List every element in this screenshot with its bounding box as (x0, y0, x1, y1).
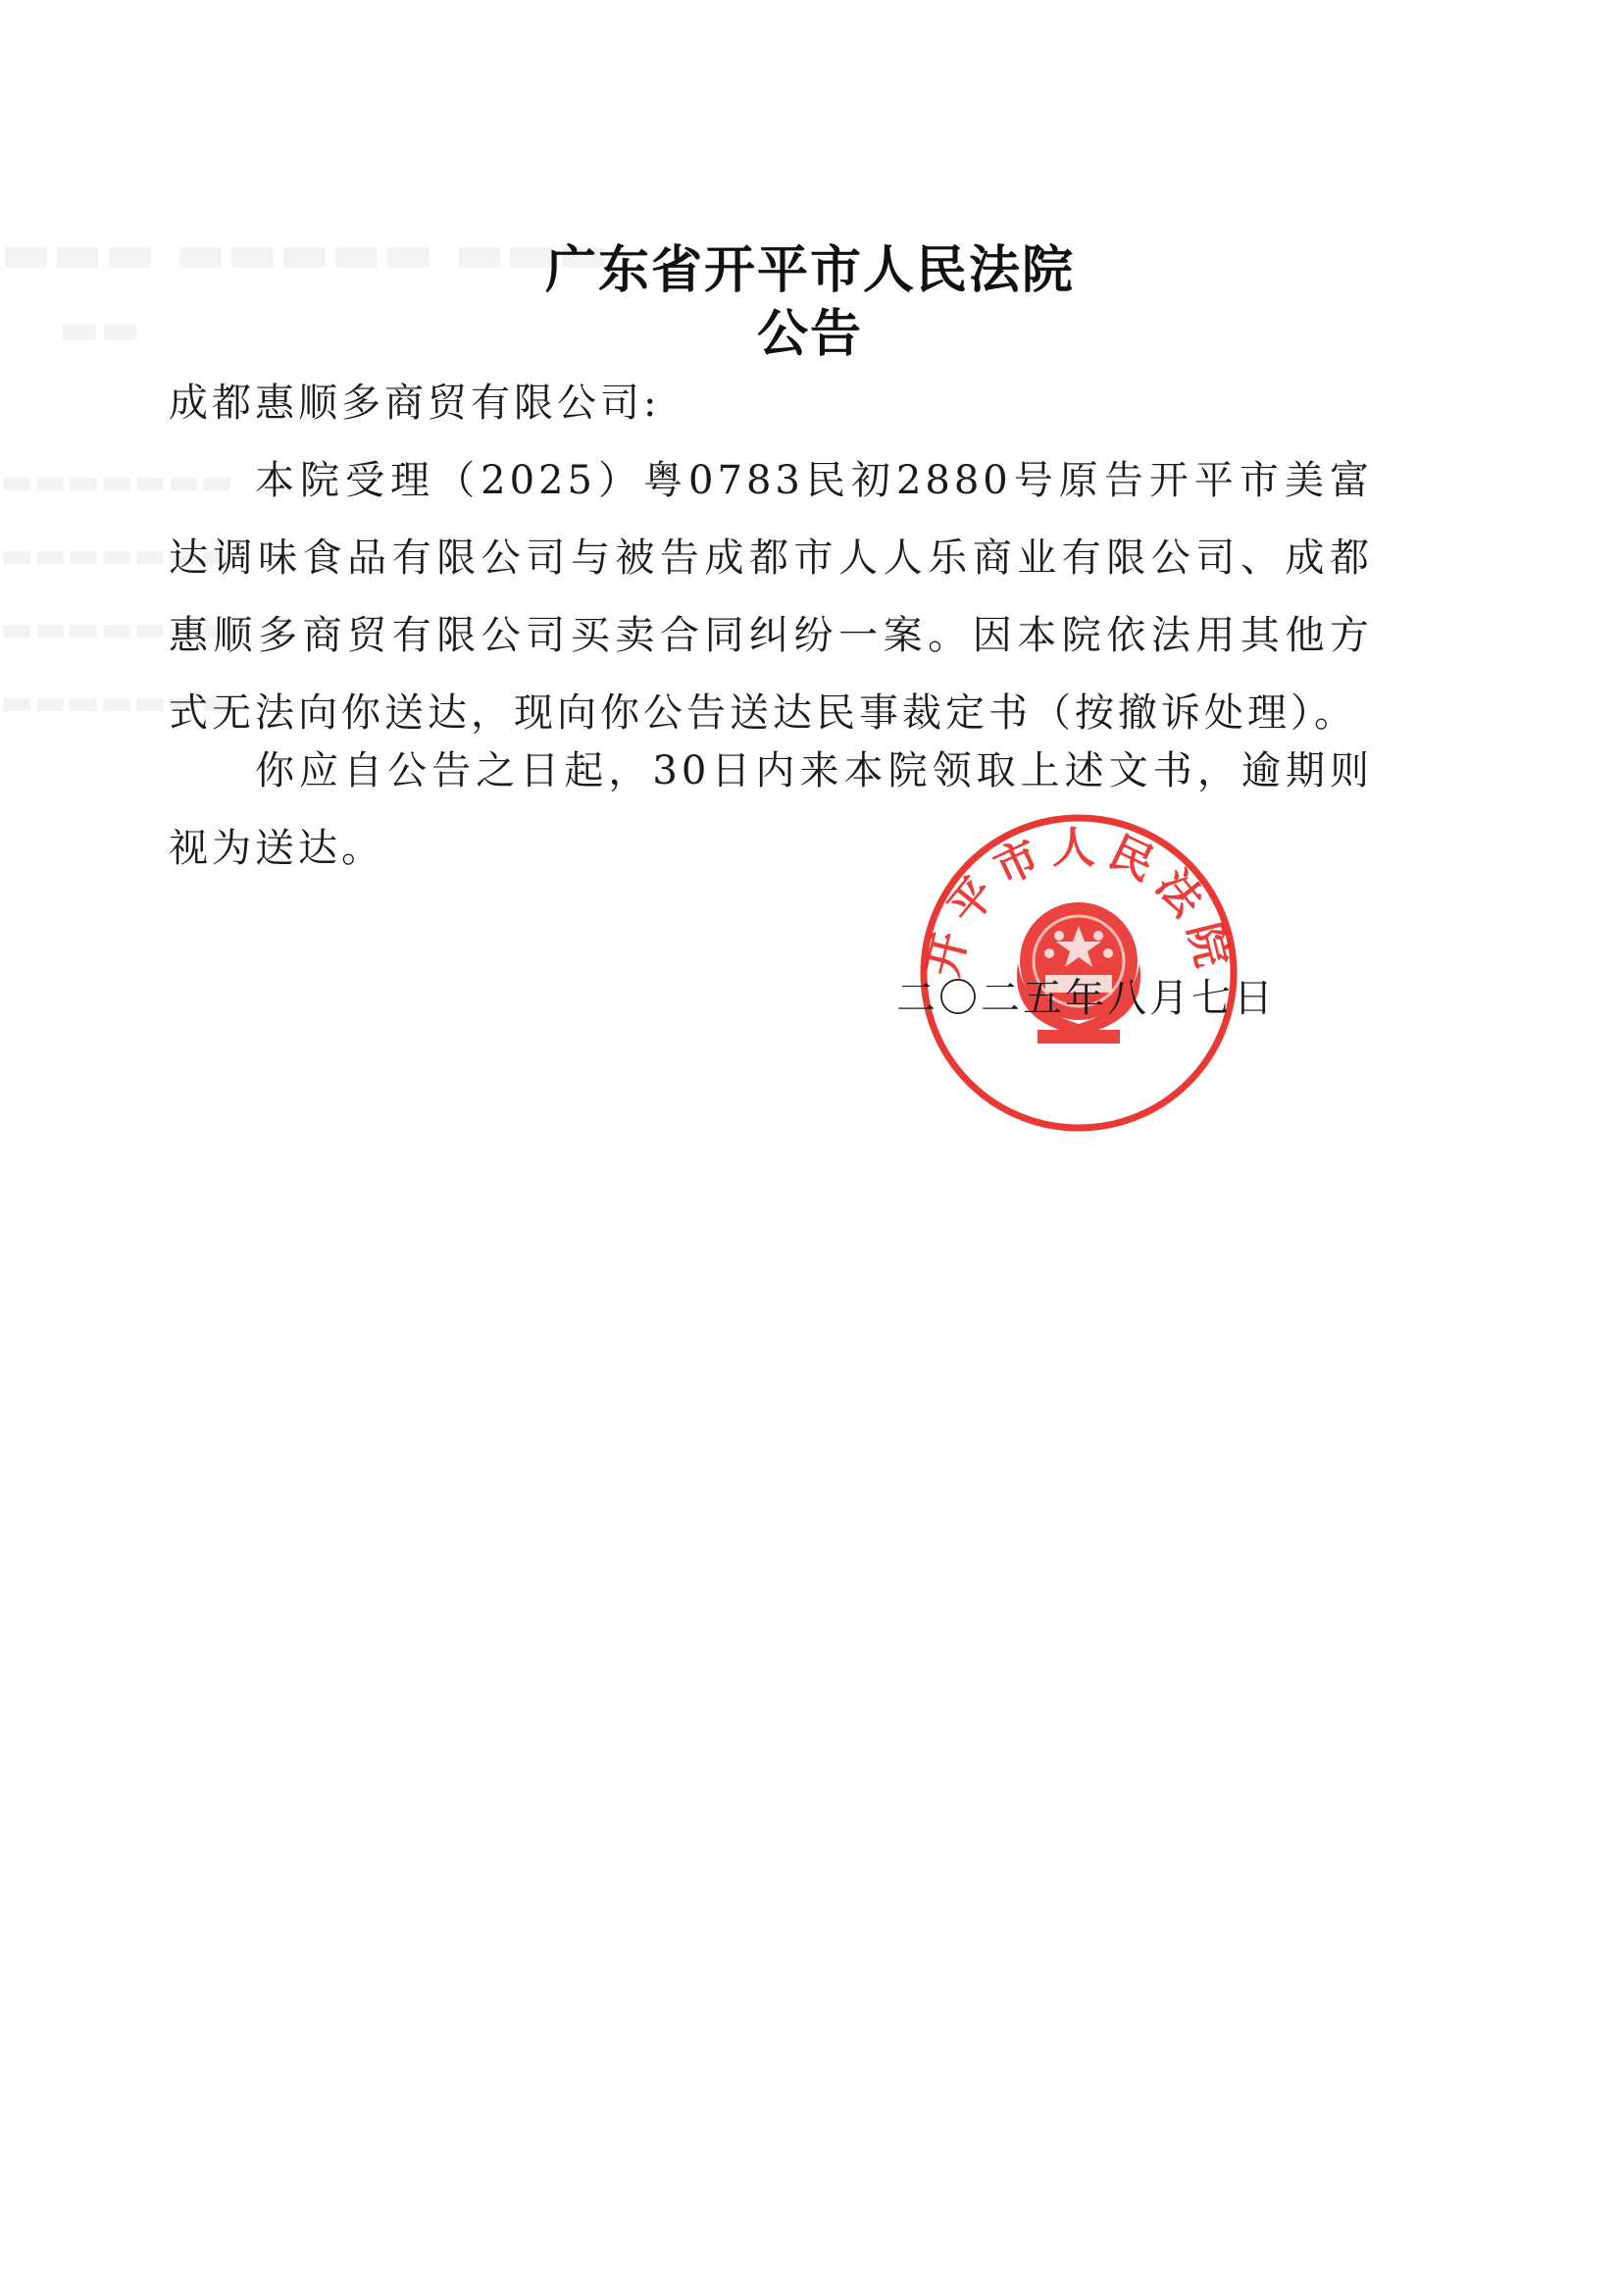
issue-date: 二〇二五年八月七日 (896, 976, 1276, 1021)
notice-paragraph-1: 本院受理（2025）粤0783民初2880号原告开平市美富达调味食品有限公司与被告成都市人人乐商业有限公司、成都惠顺多商贸有限公司买卖合同纠纷一案。因本院依法用其他方式无法向你送达，现向你公告送达民事裁定书（按撤诉处理）。 (169, 458, 1373, 736)
addressee: 成都惠顺多商贸有限公司: (169, 381, 661, 426)
notice-paragraph-2: 你应自公告之日起，30日内来本院领取上述文书，逾期则视为送达。 (169, 748, 1373, 871)
court-name-title: 广东省开平市人民法院 (544, 241, 1075, 300)
document-type-title: 公告 (756, 305, 863, 364)
seal-text: 开平市人民法院 (918, 823, 1240, 982)
